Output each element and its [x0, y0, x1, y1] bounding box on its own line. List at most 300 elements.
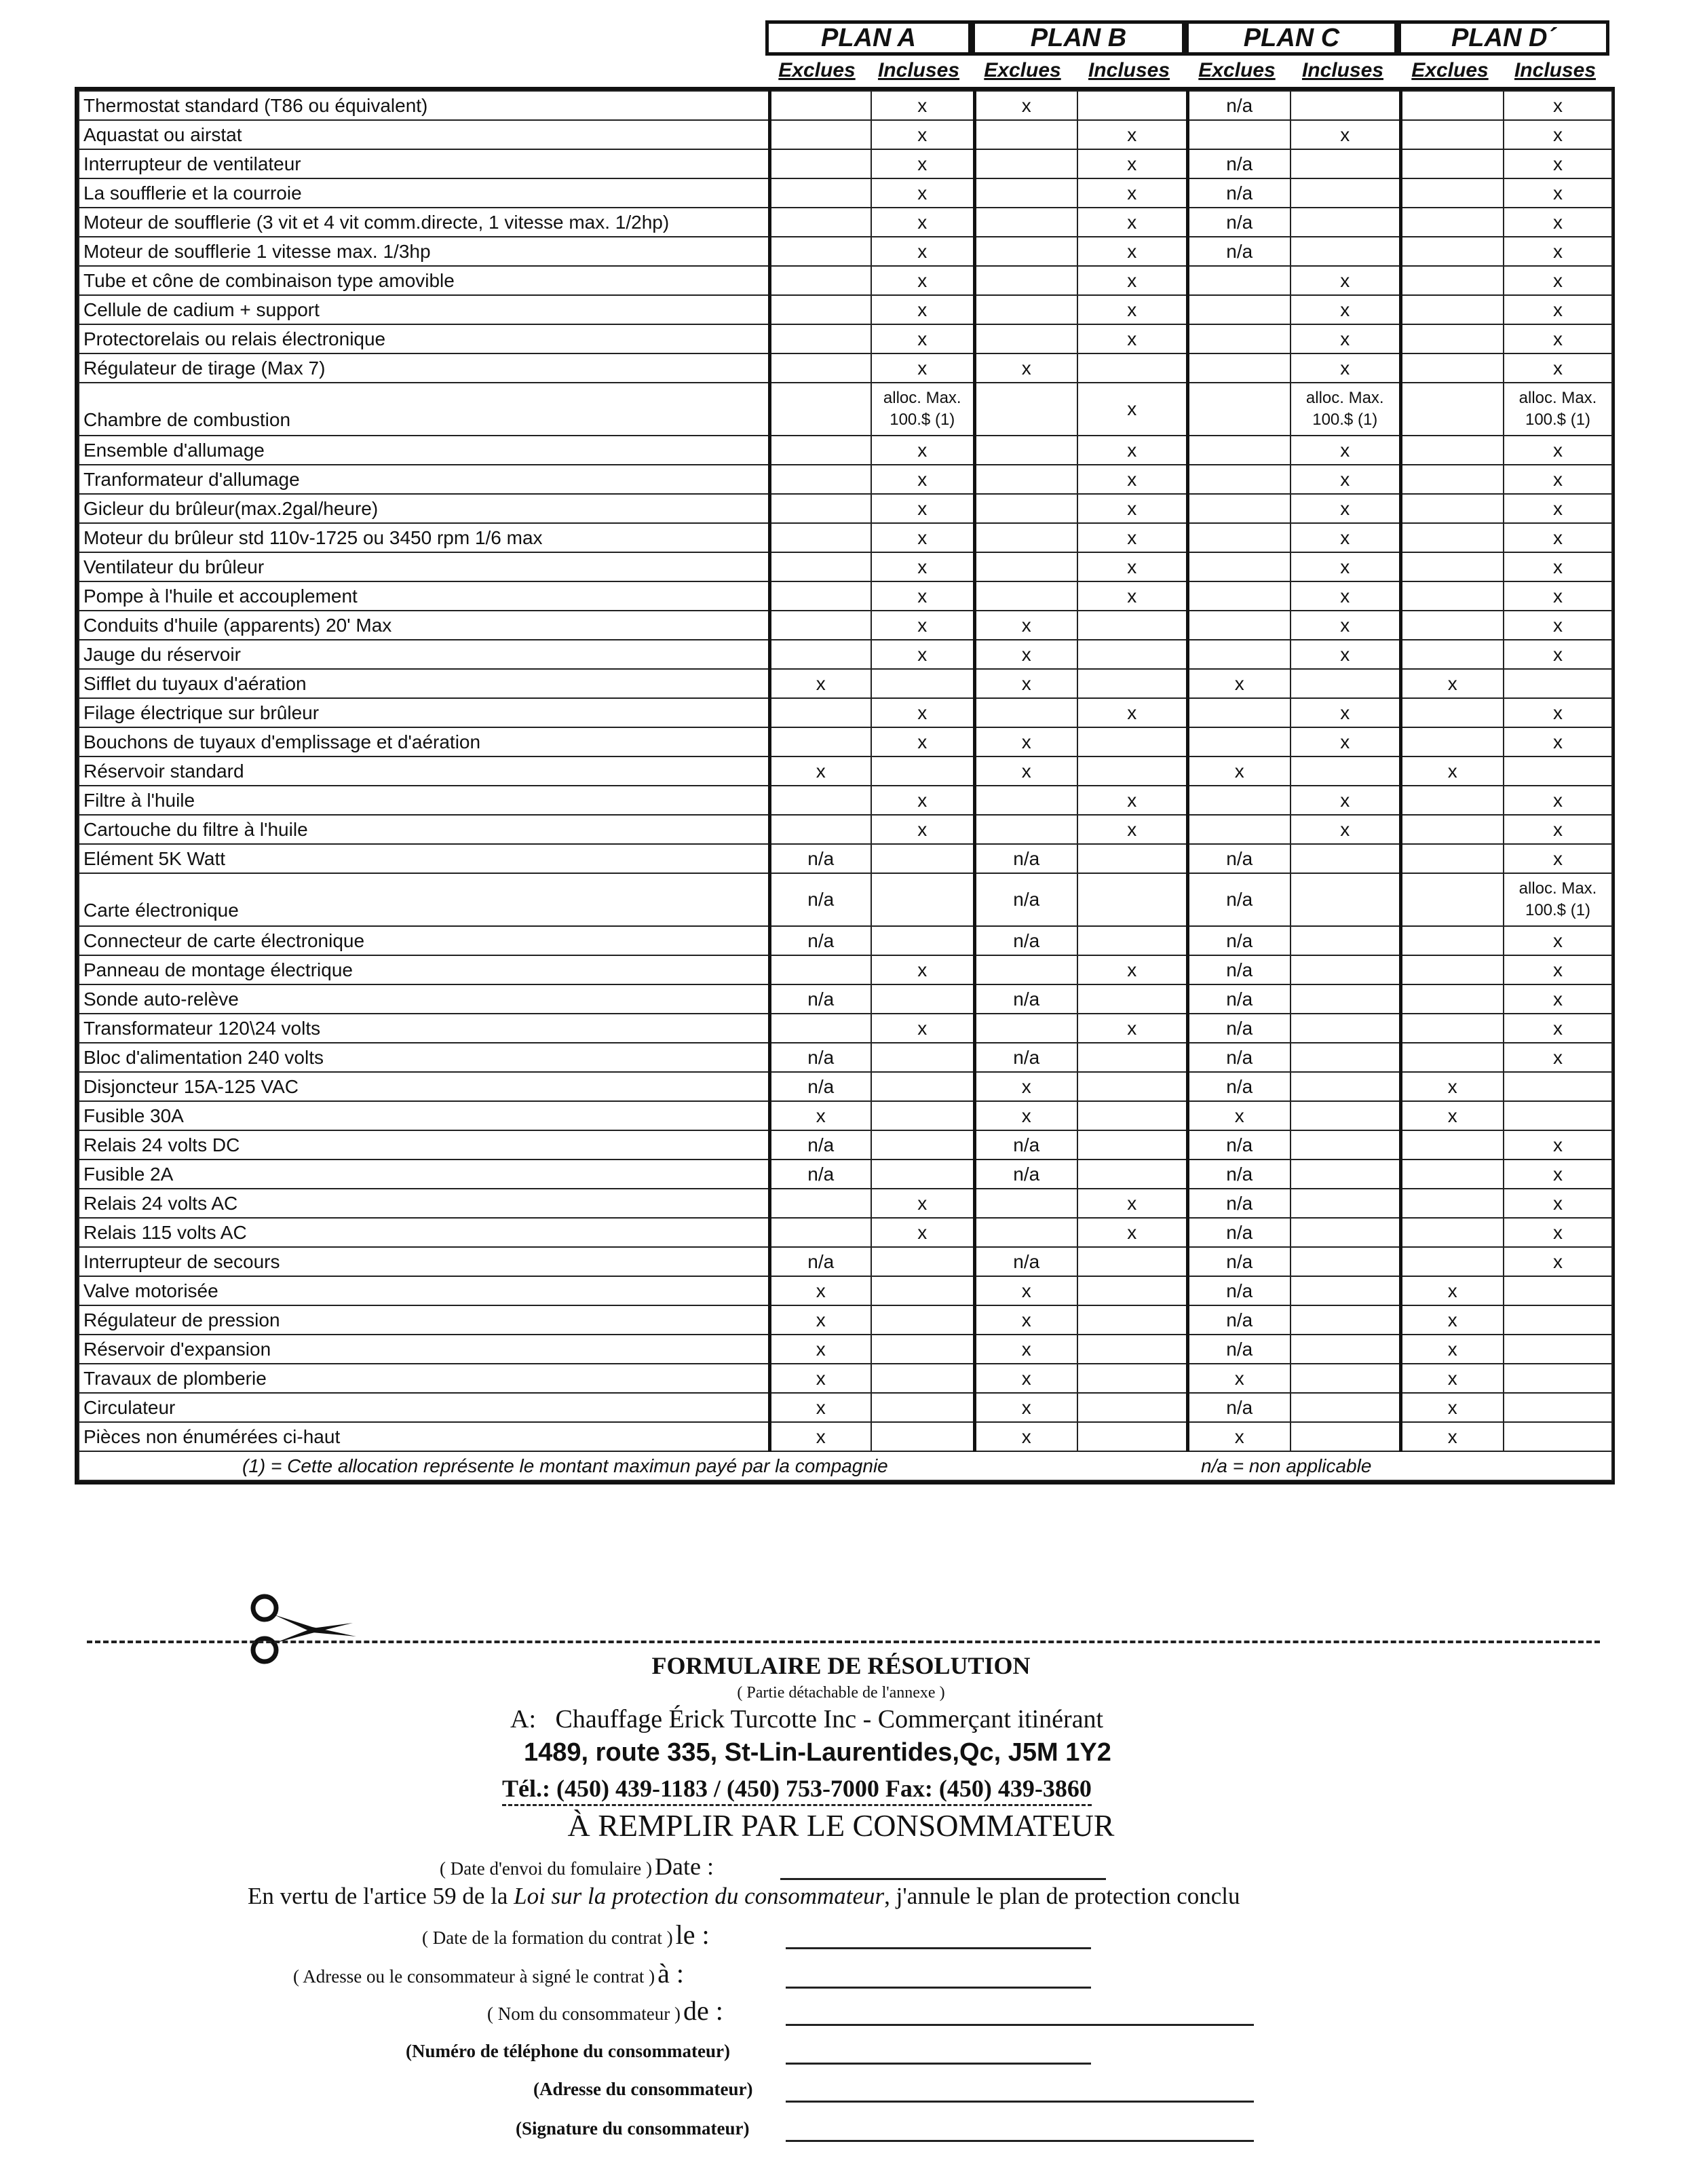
- table-row: [79, 1072, 1612, 1101]
- consumer-phone-field[interactable]: [786, 2063, 1091, 2065]
- plan-c-incluses-cell: [1291, 844, 1400, 873]
- plan-b-exclues-cell: x: [974, 353, 1077, 383]
- plan-b-incluses-cell: x: [1077, 955, 1187, 984]
- plan-c-incluses-cell: [1291, 91, 1400, 120]
- plan-b-incluses-cell: [1077, 984, 1187, 1014]
- plan-a-incluses-cell: x: [871, 178, 974, 208]
- plan-a-exclues-cell: x: [769, 1422, 871, 1451]
- plan-c-incluses-cell: [1291, 1276, 1400, 1305]
- plan-a-incluses-cell: x: [871, 353, 974, 383]
- plan-b-exclues-cell: [974, 208, 1077, 237]
- plan-d-incluses-cell: x: [1504, 436, 1612, 465]
- plan-b-exclues-cell: [974, 383, 1077, 436]
- plan-a-incluses-cell: x: [871, 581, 974, 611]
- row-label: Moteur de soufflerie (3 vit et 4 vit comm.directe, 1 vitesse max. 1/2hp): [79, 208, 769, 237]
- plan-b-exclues-cell: x: [974, 1335, 1077, 1364]
- plan-d-incluses-cell: x: [1504, 786, 1612, 815]
- plan-b-exclues-cell: n/a: [974, 1130, 1077, 1160]
- plan-b-incluses-cell: x: [1077, 237, 1187, 266]
- plan-c-header: PLAN C: [1185, 20, 1398, 56]
- plan-b-incluses-cell: [1077, 1130, 1187, 1160]
- plan-d-incluses-cell: x: [1504, 727, 1612, 756]
- table-row: [79, 523, 1612, 552]
- row-label: Sifflet du tuyaux d'aération: [79, 669, 769, 698]
- plan-d-exclues-cell: x: [1400, 1393, 1504, 1422]
- plan-a-exclues-cell: x: [769, 669, 871, 698]
- plan-c-exclues-cell: [1187, 727, 1291, 756]
- plan-a-exclues-cell: n/a: [769, 1043, 871, 1072]
- table-row: [79, 552, 1612, 581]
- plan-d-incluses-cell: x: [1504, 178, 1612, 208]
- plan-c-exclues-cell: n/a: [1187, 1043, 1291, 1072]
- plan-a-incluses-cell: x: [871, 237, 974, 266]
- table-row: [79, 120, 1612, 149]
- plan-a-exclues-cell: [769, 523, 871, 552]
- plan-d-exclues-cell: x: [1400, 1276, 1504, 1305]
- plan-b-exclues-cell: x: [974, 640, 1077, 669]
- plan-a-exclues-cell: [769, 353, 871, 383]
- plan-b-exclues-cell: x: [974, 1101, 1077, 1130]
- contract-address-field[interactable]: [786, 1987, 1091, 1989]
- plan-c-exclues-cell: [1187, 815, 1291, 844]
- row-label: Aquastat ou airstat: [79, 120, 769, 149]
- consumer-phone-hint: (Numéro de téléphone du consommateur): [406, 2041, 730, 2061]
- date-field[interactable]: [780, 1878, 1106, 1880]
- row-label: Panneau de montage électrique: [79, 955, 769, 984]
- plan-a-exclues-cell: [769, 581, 871, 611]
- plan-d-exclues-cell: [1400, 1130, 1504, 1160]
- plan-c-exclues-cell: n/a: [1187, 1218, 1291, 1247]
- plan-a-incluses-cell: x: [871, 324, 974, 353]
- plan-d-exclues-cell: [1400, 353, 1504, 383]
- plan-b-incluses-cell: [1077, 1364, 1187, 1393]
- footnote-na: n/a = non applicable: [1187, 1451, 1612, 1480]
- plan-c-incluses-cell: x: [1291, 640, 1400, 669]
- table-row: [79, 1335, 1612, 1364]
- plan-b-incluses-cell: x: [1077, 581, 1187, 611]
- plan-a-exclues-cell: [769, 465, 871, 494]
- plan-c-exclues-cell: [1187, 465, 1291, 494]
- plan-d-exclues-cell: [1400, 984, 1504, 1014]
- table-row: [79, 266, 1612, 295]
- to-prefix: A:: [510, 1705, 536, 1733]
- plan-d-incluses-cell: [1504, 1335, 1612, 1364]
- table-row: [79, 698, 1612, 727]
- row-label: Réservoir standard: [79, 756, 769, 786]
- plan-c-exclues-cell: [1187, 383, 1291, 436]
- plan-c-incluses-cell: [1291, 1130, 1400, 1160]
- row-label: Conduits d'huile (apparents) 20' Max: [79, 611, 769, 640]
- plan-d-incluses-cell: x: [1504, 581, 1612, 611]
- plan-a-exclues-cell: [769, 295, 871, 324]
- statement-law: Loi sur la protection du consommateur: [514, 1883, 885, 1909]
- table-row: [79, 1160, 1612, 1189]
- plan-a-exclues-cell: [769, 786, 871, 815]
- row-label: Disjoncteur 15A-125 VAC: [79, 1072, 769, 1101]
- table-row: [79, 815, 1612, 844]
- plan-b-exclues-cell: x: [974, 727, 1077, 756]
- plan-c-exclues-cell: n/a: [1187, 1276, 1291, 1305]
- plan-c-exclues-cell: x: [1187, 669, 1291, 698]
- plan-d-incluses-cell: x: [1504, 698, 1612, 727]
- footnote-allocation: (1) = Cette allocation représente le montant maximun payé par la compagnie: [79, 1451, 1187, 1480]
- company-address: 1489, route 335, St-Lin-Laurentides,Qc, J5M 1Y2: [524, 1738, 1111, 1767]
- plan-b-exclues-cell: x: [974, 756, 1077, 786]
- row-label: Circulateur: [79, 1393, 769, 1422]
- plan-c-exclues-cell: [1187, 266, 1291, 295]
- plan-d-incluses-cell: x: [1504, 295, 1612, 324]
- table-row: [79, 436, 1612, 465]
- plan-c-exclues-cell: n/a: [1187, 1160, 1291, 1189]
- coverage-table: [75, 87, 1615, 1484]
- consumer-address-hint: (Adresse du consommateur): [533, 2079, 753, 2099]
- plan-d-exclues-cell: [1400, 640, 1504, 669]
- plan-b-incluses-cell: x: [1077, 266, 1187, 295]
- plan-d-incluses-cell: x: [1504, 237, 1612, 266]
- contract-date-hint: ( Date de la formation du contrat ): [422, 1928, 673, 1948]
- plan-c-exclues-cell: [1187, 640, 1291, 669]
- plan-a-exclues-cell: [769, 698, 871, 727]
- row-label: Filtre à l'huile: [79, 786, 769, 815]
- plan-a-exclues-cell: [769, 120, 871, 149]
- plan-b-exclues-cell: n/a: [974, 926, 1077, 955]
- plan-c-exclues-cell: n/a: [1187, 844, 1291, 873]
- plan-a-incluses-cell: x: [871, 955, 974, 984]
- plan-a-exclues-cell: [769, 324, 871, 353]
- plan-a-exclues-cell: n/a: [769, 844, 871, 873]
- plan-b-exclues-cell: x: [974, 1276, 1077, 1305]
- plan-d-exclues-cell: [1400, 1160, 1504, 1189]
- row-label: Moteur du brûleur std 110v-1725 ou 3450 rpm 1/6 max: [79, 523, 769, 552]
- plan-b-incluses-cell: [1077, 926, 1187, 955]
- plan-c-exclues-cell: n/a: [1187, 237, 1291, 266]
- plan-d-incluses-cell: x: [1504, 494, 1612, 523]
- plan-b-exclues-cell: n/a: [974, 873, 1077, 926]
- plan-c-exclues-cell: x: [1187, 1101, 1291, 1130]
- plan-d-incluses-cell: [1504, 1072, 1612, 1101]
- plan-a-incluses-cell: [871, 1364, 974, 1393]
- plan-b-incluses-cell: x: [1077, 178, 1187, 208]
- row-label: Jauge du réservoir: [79, 640, 769, 669]
- plan-b-exclues-cell: [974, 955, 1077, 984]
- allocation-text: alloc. Max.: [1518, 389, 1597, 407]
- plan-a-exclues-cell: [769, 1218, 871, 1247]
- consumer-address-field[interactable]: [786, 2101, 1254, 2103]
- plan-b-exclues-cell: [974, 295, 1077, 324]
- plan-a-exclues-cell: [769, 727, 871, 756]
- plan-d-incluses-cell: [1504, 1305, 1612, 1335]
- plan-b-exclues-cell: [974, 324, 1077, 353]
- table-row: [79, 353, 1612, 383]
- plan-b-header: PLAN B: [972, 20, 1185, 56]
- plan-c-incluses-cell: [1291, 1043, 1400, 1072]
- plan-a-incluses-cell: [871, 756, 974, 786]
- plan-c-incluses-cell: [1291, 1072, 1400, 1101]
- plan-d-incluses-cell: x: [1504, 1160, 1612, 1189]
- plan-b-incluses-cell: x: [1077, 383, 1187, 436]
- plan-a-incluses-cell: x: [871, 815, 974, 844]
- plan-c-incluses-cell: [1291, 873, 1400, 926]
- plan-d-exclues-cell: [1400, 815, 1504, 844]
- plan-b-incluses-cell: x: [1077, 815, 1187, 844]
- plan-a-incluses-cell: x: [871, 465, 974, 494]
- plan-d-incluses: Incluses: [1514, 59, 1597, 81]
- table-row: [79, 1101, 1612, 1130]
- company-line: [510, 1704, 1103, 1734]
- plan-c-incluses-cell: [1291, 984, 1400, 1014]
- plan-b-exclues-cell: [974, 523, 1077, 552]
- company-name: Chauffage Érick Turcotte Inc - Commerçant itinérant: [555, 1705, 1104, 1733]
- row-label: Ventilateur du brûleur: [79, 552, 769, 581]
- plan-d-incluses-cell: x: [1504, 149, 1612, 178]
- row-label: La soufflerie et la courroie: [79, 178, 769, 208]
- plan-d-incluses-cell: x: [1504, 552, 1612, 581]
- contract-address-hint: ( Adresse ou le consommateur à signé le contrat ): [293, 1966, 655, 1987]
- plan-c-incluses-cell: [1291, 669, 1400, 698]
- plan-a-incluses-cell: x: [871, 494, 974, 523]
- row-label: Relais 24 volts AC: [79, 1189, 769, 1218]
- plan-a-exclues-cell: [769, 640, 871, 669]
- plan-d-incluses-cell: x: [1504, 1043, 1612, 1072]
- plan-a-incluses-cell: [871, 1130, 974, 1160]
- plan-c-incluses-cell: x: [1291, 353, 1400, 383]
- plan-d-exclues-cell: [1400, 494, 1504, 523]
- plan-d-exclues-cell: [1400, 727, 1504, 756]
- table-row: [79, 383, 1612, 436]
- row-label: Cartouche du filtre à l'huile: [79, 815, 769, 844]
- plan-a-incluses-cell: x: [871, 120, 974, 149]
- plan-d-incluses-cell: x: [1504, 266, 1612, 295]
- plan-b-exclues-cell: [974, 494, 1077, 523]
- plan-a-incluses-cell: x: [871, 295, 974, 324]
- table-row: [79, 926, 1612, 955]
- row-label: Fusible 30A: [79, 1101, 769, 1130]
- plan-a-incluses-cell: x: [871, 266, 974, 295]
- plan-b-exclues-cell: n/a: [974, 1247, 1077, 1276]
- table-row: [79, 1218, 1612, 1247]
- plan-a-exclues-cell: [769, 436, 871, 465]
- plan-a-exclues-cell: [769, 815, 871, 844]
- form-subtitle: ( Partie détachable de l'annexe ): [737, 1684, 945, 1702]
- plan-c-incluses-cell: x: [1291, 698, 1400, 727]
- table-row: [79, 1189, 1612, 1218]
- plan-b-exclues-cell: x: [974, 1072, 1077, 1101]
- cut-line: [87, 1641, 1600, 1643]
- plan-b-incluses: Incluses: [1088, 59, 1170, 81]
- plan-a-exclues-cell: x: [769, 1393, 871, 1422]
- plan-c-incluses-cell: [1291, 1160, 1400, 1189]
- plan-b-incluses-cell: x: [1077, 436, 1187, 465]
- plan-d-incluses-cell: x: [1504, 1218, 1612, 1247]
- plan-c-incluses-cell: x: [1291, 815, 1400, 844]
- plan-b-exclues-cell: x: [974, 611, 1077, 640]
- plan-a-exclues-cell: [769, 494, 871, 523]
- table-row: [79, 786, 1612, 815]
- plan-a-header: PLAN A: [765, 20, 972, 56]
- plan-c-incluses-cell: x: [1291, 611, 1400, 640]
- statement-pre: En vertu de l'artice 59 de la: [248, 1883, 514, 1909]
- plan-d-exclues-cell: [1400, 955, 1504, 984]
- plan-d-incluses-cell: [1504, 1364, 1612, 1393]
- plan-b-exclues-cell: n/a: [974, 1043, 1077, 1072]
- plan-c-incluses-cell: [1291, 1101, 1400, 1130]
- plan-c-incluses-cell: [1291, 926, 1400, 955]
- plan-a-incluses-cell: x: [871, 208, 974, 237]
- allocation-text: alloc. Max.: [883, 389, 961, 407]
- row-label: Relais 24 volts DC: [79, 1130, 769, 1160]
- row-label: Cellule de cadium + support: [79, 295, 769, 324]
- plan-b-incluses-cell: [1077, 1247, 1187, 1276]
- allocation-text: 100.$ (1): [1525, 901, 1591, 919]
- plan-a-exclues-cell: n/a: [769, 1072, 871, 1101]
- plan-c-incluses-cell: x: [1291, 295, 1400, 324]
- plan-a-exclues-cell: x: [769, 1276, 871, 1305]
- plan-b-incluses-cell: [1077, 1072, 1187, 1101]
- table-row: [79, 873, 1612, 926]
- table-row: [79, 1014, 1612, 1043]
- row-label: Transformateur 120\24 volts: [79, 1014, 769, 1043]
- plan-c-exclues-cell: x: [1187, 1422, 1291, 1451]
- plan-c-incluses-cell: x: [1291, 494, 1400, 523]
- plan-a-exclues-cell: [769, 208, 871, 237]
- plan-b-incluses-cell: x: [1077, 149, 1187, 178]
- contract-date-field[interactable]: [786, 1947, 1091, 1949]
- row-label: Chambre de combustion: [79, 383, 769, 436]
- plan-c-incluses-cell: [1291, 237, 1400, 266]
- plan-d-exclues-cell: x: [1400, 1422, 1504, 1451]
- row-label: Travaux de plomberie: [79, 1364, 769, 1393]
- plan-b-incluses-cell: [1077, 1043, 1187, 1072]
- consumer-name-field[interactable]: [786, 2024, 1254, 2026]
- allocation-text: alloc. Max.: [1305, 389, 1384, 407]
- table-row: [79, 1364, 1612, 1393]
- row-label: Protectorelais ou relais électronique: [79, 324, 769, 353]
- plan-d-exclues-cell: [1400, 383, 1504, 436]
- plan-c-exclues-cell: [1187, 611, 1291, 640]
- plan-c-incluses-cell: x: [1291, 786, 1400, 815]
- plan-a-incluses-cell: [871, 383, 974, 436]
- plan-d-exclues-cell: x: [1400, 1335, 1504, 1364]
- table-row: [79, 640, 1612, 669]
- plan-d-exclues-cell: x: [1400, 756, 1504, 786]
- plan-d-exclues-cell: [1400, 698, 1504, 727]
- a-label: à :: [657, 1958, 684, 1989]
- plan-b-incluses-cell: [1077, 844, 1187, 873]
- plan-b-incluses-cell: x: [1077, 1189, 1187, 1218]
- plan-a-incluses-cell: [871, 873, 974, 926]
- plan-c-exclues: Exclues: [1198, 59, 1276, 81]
- date-hint: ( Date d'envoi du fomulaire ): [440, 1858, 653, 1879]
- plan-a-incluses-cell: x: [871, 1189, 974, 1218]
- consumer-name-hint: ( Nom du consommateur ): [487, 2004, 681, 2024]
- plan-a-exclues-cell: [769, 1189, 871, 1218]
- plan-c-exclues-cell: [1187, 523, 1291, 552]
- plan-d-incluses-cell: x: [1504, 1189, 1612, 1218]
- plan-c-incluses-cell: [1291, 1335, 1400, 1364]
- plan-c-incluses-cell: x: [1291, 120, 1400, 149]
- plan-d-exclues-cell: [1400, 120, 1504, 149]
- plan-c-exclues-cell: [1187, 295, 1291, 324]
- footnote-row: [79, 1451, 1612, 1480]
- plan-b-exclues-cell: x: [974, 91, 1077, 120]
- plan-a-exclues-cell: n/a: [769, 926, 871, 955]
- plan-a-incluses-cell: [871, 1305, 974, 1335]
- plan-d-exclues-cell: [1400, 436, 1504, 465]
- plan-c-exclues-cell: n/a: [1187, 1072, 1291, 1101]
- consumer-signature-field[interactable]: [786, 2140, 1254, 2142]
- plan-d-incluses-cell: x: [1504, 523, 1612, 552]
- plan-b-exclues-cell: [974, 237, 1077, 266]
- plan-a-incluses-cell: x: [871, 436, 974, 465]
- plan-b-exclues-cell: [974, 1014, 1077, 1043]
- plan-a-incluses-cell: [871, 1043, 974, 1072]
- plan-a-incluses-cell: [871, 1393, 974, 1422]
- row-label: Ensemble d'allumage: [79, 436, 769, 465]
- plan-a-exclues-cell: x: [769, 756, 871, 786]
- plan-a-exclues-cell: [769, 266, 871, 295]
- plan-c-incluses-cell: x: [1291, 727, 1400, 756]
- plan-a-exclues-cell: n/a: [769, 1130, 871, 1160]
- plan-a-exclues-cell: [769, 552, 871, 581]
- plan-a-exclues-cell: [769, 237, 871, 266]
- plan-d-incluses-cell: x: [1504, 611, 1612, 640]
- plan-c-exclues-cell: [1187, 786, 1291, 815]
- plan-a-incluses-cell: x: [871, 640, 974, 669]
- consumer-heading: À REMPLIR PAR LE CONSOMMATEUR: [567, 1808, 1115, 1843]
- table-row: [79, 178, 1612, 208]
- table-row: [79, 91, 1612, 120]
- table-row: [79, 494, 1612, 523]
- plan-c-incluses-cell: [1291, 1247, 1400, 1276]
- plan-a-exclues-cell: x: [769, 1335, 871, 1364]
- plan-a-incluses-cell: [871, 1247, 974, 1276]
- plan-c-incluses-cell: [1291, 1305, 1400, 1335]
- plan-a-incluses-cell: [871, 1276, 974, 1305]
- plan-c-exclues-cell: n/a: [1187, 873, 1291, 926]
- plan-c-incluses-cell: [1291, 1364, 1400, 1393]
- plan-d-incluses-cell: x: [1504, 208, 1612, 237]
- allocation-text: 100.$ (1): [890, 410, 955, 429]
- row-label: Connecteur de carte électronique: [79, 926, 769, 955]
- plan-d-exclues-cell: [1400, 208, 1504, 237]
- plan-b-incluses-cell: x: [1077, 324, 1187, 353]
- row-label: Bloc d'alimentation 240 volts: [79, 1043, 769, 1072]
- plan-a-incluses-cell: [871, 1101, 974, 1130]
- plan-a-exclues-cell: x: [769, 1364, 871, 1393]
- plan-c-incluses-cell: [1291, 756, 1400, 786]
- plan-c-incluses-cell: x: [1291, 552, 1400, 581]
- plan-b-exclues-cell: [974, 1218, 1077, 1247]
- table-row: [79, 1276, 1612, 1305]
- table-row: [79, 1043, 1612, 1072]
- plan-c-incluses: Incluses: [1301, 59, 1384, 81]
- table-row: [79, 955, 1612, 984]
- plan-a-exclues-cell: [769, 611, 871, 640]
- plan-d-exclues-cell: [1400, 1014, 1504, 1043]
- plan-d-incluses-cell: [1504, 1276, 1612, 1305]
- plan-c-exclues-cell: [1187, 698, 1291, 727]
- row-label: Moteur de soufflerie 1 vitesse max. 1/3hp: [79, 237, 769, 266]
- plan-c-incluses-cell: x: [1291, 465, 1400, 494]
- date-label: Date :: [655, 1853, 714, 1880]
- row-label: Régulateur de pression: [79, 1305, 769, 1335]
- consumer-signature-hint: (Signature du consommateur): [516, 2118, 750, 2139]
- row-label: Sonde auto-relève: [79, 984, 769, 1014]
- plan-b-incluses-cell: x: [1077, 494, 1187, 523]
- plan-c-incluses-cell: x: [1291, 523, 1400, 552]
- de-label: de :: [683, 1995, 723, 2026]
- row-label: Thermostat standard (T86 ou équivalent): [79, 91, 769, 120]
